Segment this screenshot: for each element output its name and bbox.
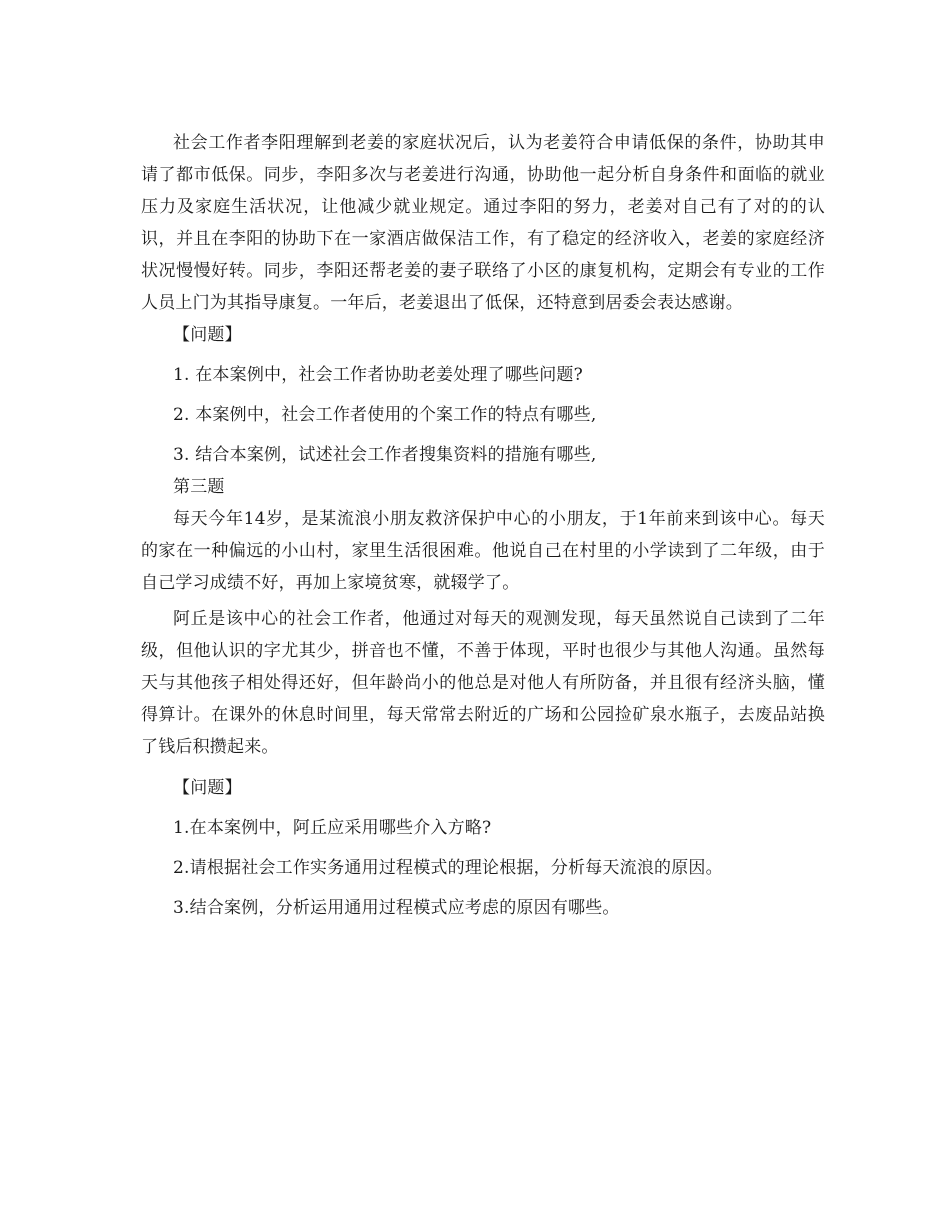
document-body (141, 127, 825, 924)
case-paragraph: 阿丘是该中心的社会工作者，他通过对每天的观测发现，每天虽然说自己读到了二年级，但他认识的字尤其少，拼音也不懂，不善于体现，平时也很少与其他人沟通。虽然每天与其他孩子相处得还好，但年龄尚小的他总是对他人有所防备，并且很有经济头脑，懂得算计。在课外的休息时间里，每天常常去附近的广场和公园捡矿泉水瓶子，去废品站换了钱后积攒起来。 (141, 609, 825, 757)
question-item: 2.请根据社会工作实务通用过程模式的理论根据，分析每天流浪的原因。 (173, 858, 723, 878)
question-item: 3. 结合本案例，试述社会工作者搜集资料的措施有哪些, (173, 445, 597, 465)
case-paragraph: 社会工作者李阳理解到老姜的家庭状况后，认为老姜符合申请低保的条件，协助其申请了都市低保。同步，李阳多次与老姜进行沟通，协助他一起分析自身条件和面临的就业压力及家庭生活状况，让他减少就业规定。通过李阳的努力，老姜对自己有了对的的认识，并且在李阳的协助下在一家酒店做保洁工作，有了稳定的经济收入，老姜的家庭经济状况慢慢好转。同步，李阳还帮老姜的妻子联络了小区的康复机构，定期会有专业的工作人员上门为其指导康复。一年后，老姜退出了低保，还特意到居委会表达感谢。 (141, 133, 825, 313)
question-item: 3.结合案例，分析运用通用过程模式应考虑的原因有哪些。 (173, 898, 620, 918)
questions-heading: 【问题】 (173, 778, 242, 798)
question-item: 2. 本案例中，社会工作者使用的个案工作的特点有哪些, (173, 405, 597, 425)
question-item: 1.在本案例中，阿丘应采用哪些介入方略? (173, 818, 492, 838)
case-paragraph: 每天今年14岁，是某流浪小朋友救济保护中心的小朋友，于1年前来到该中心。每天的家在一种偏远的小山村，家里生活很困难。他说自己在村里的小学读到了二年级，由于自己学习成绩不好，再加上家境贫寒，就辍学了。 (141, 509, 825, 593)
section-title: 第三题 (173, 477, 225, 497)
questions-heading: 【问题】 (173, 325, 242, 345)
question-item: 1. 在本案例中，社会工作者协助老姜处理了哪些问题? (173, 365, 583, 385)
